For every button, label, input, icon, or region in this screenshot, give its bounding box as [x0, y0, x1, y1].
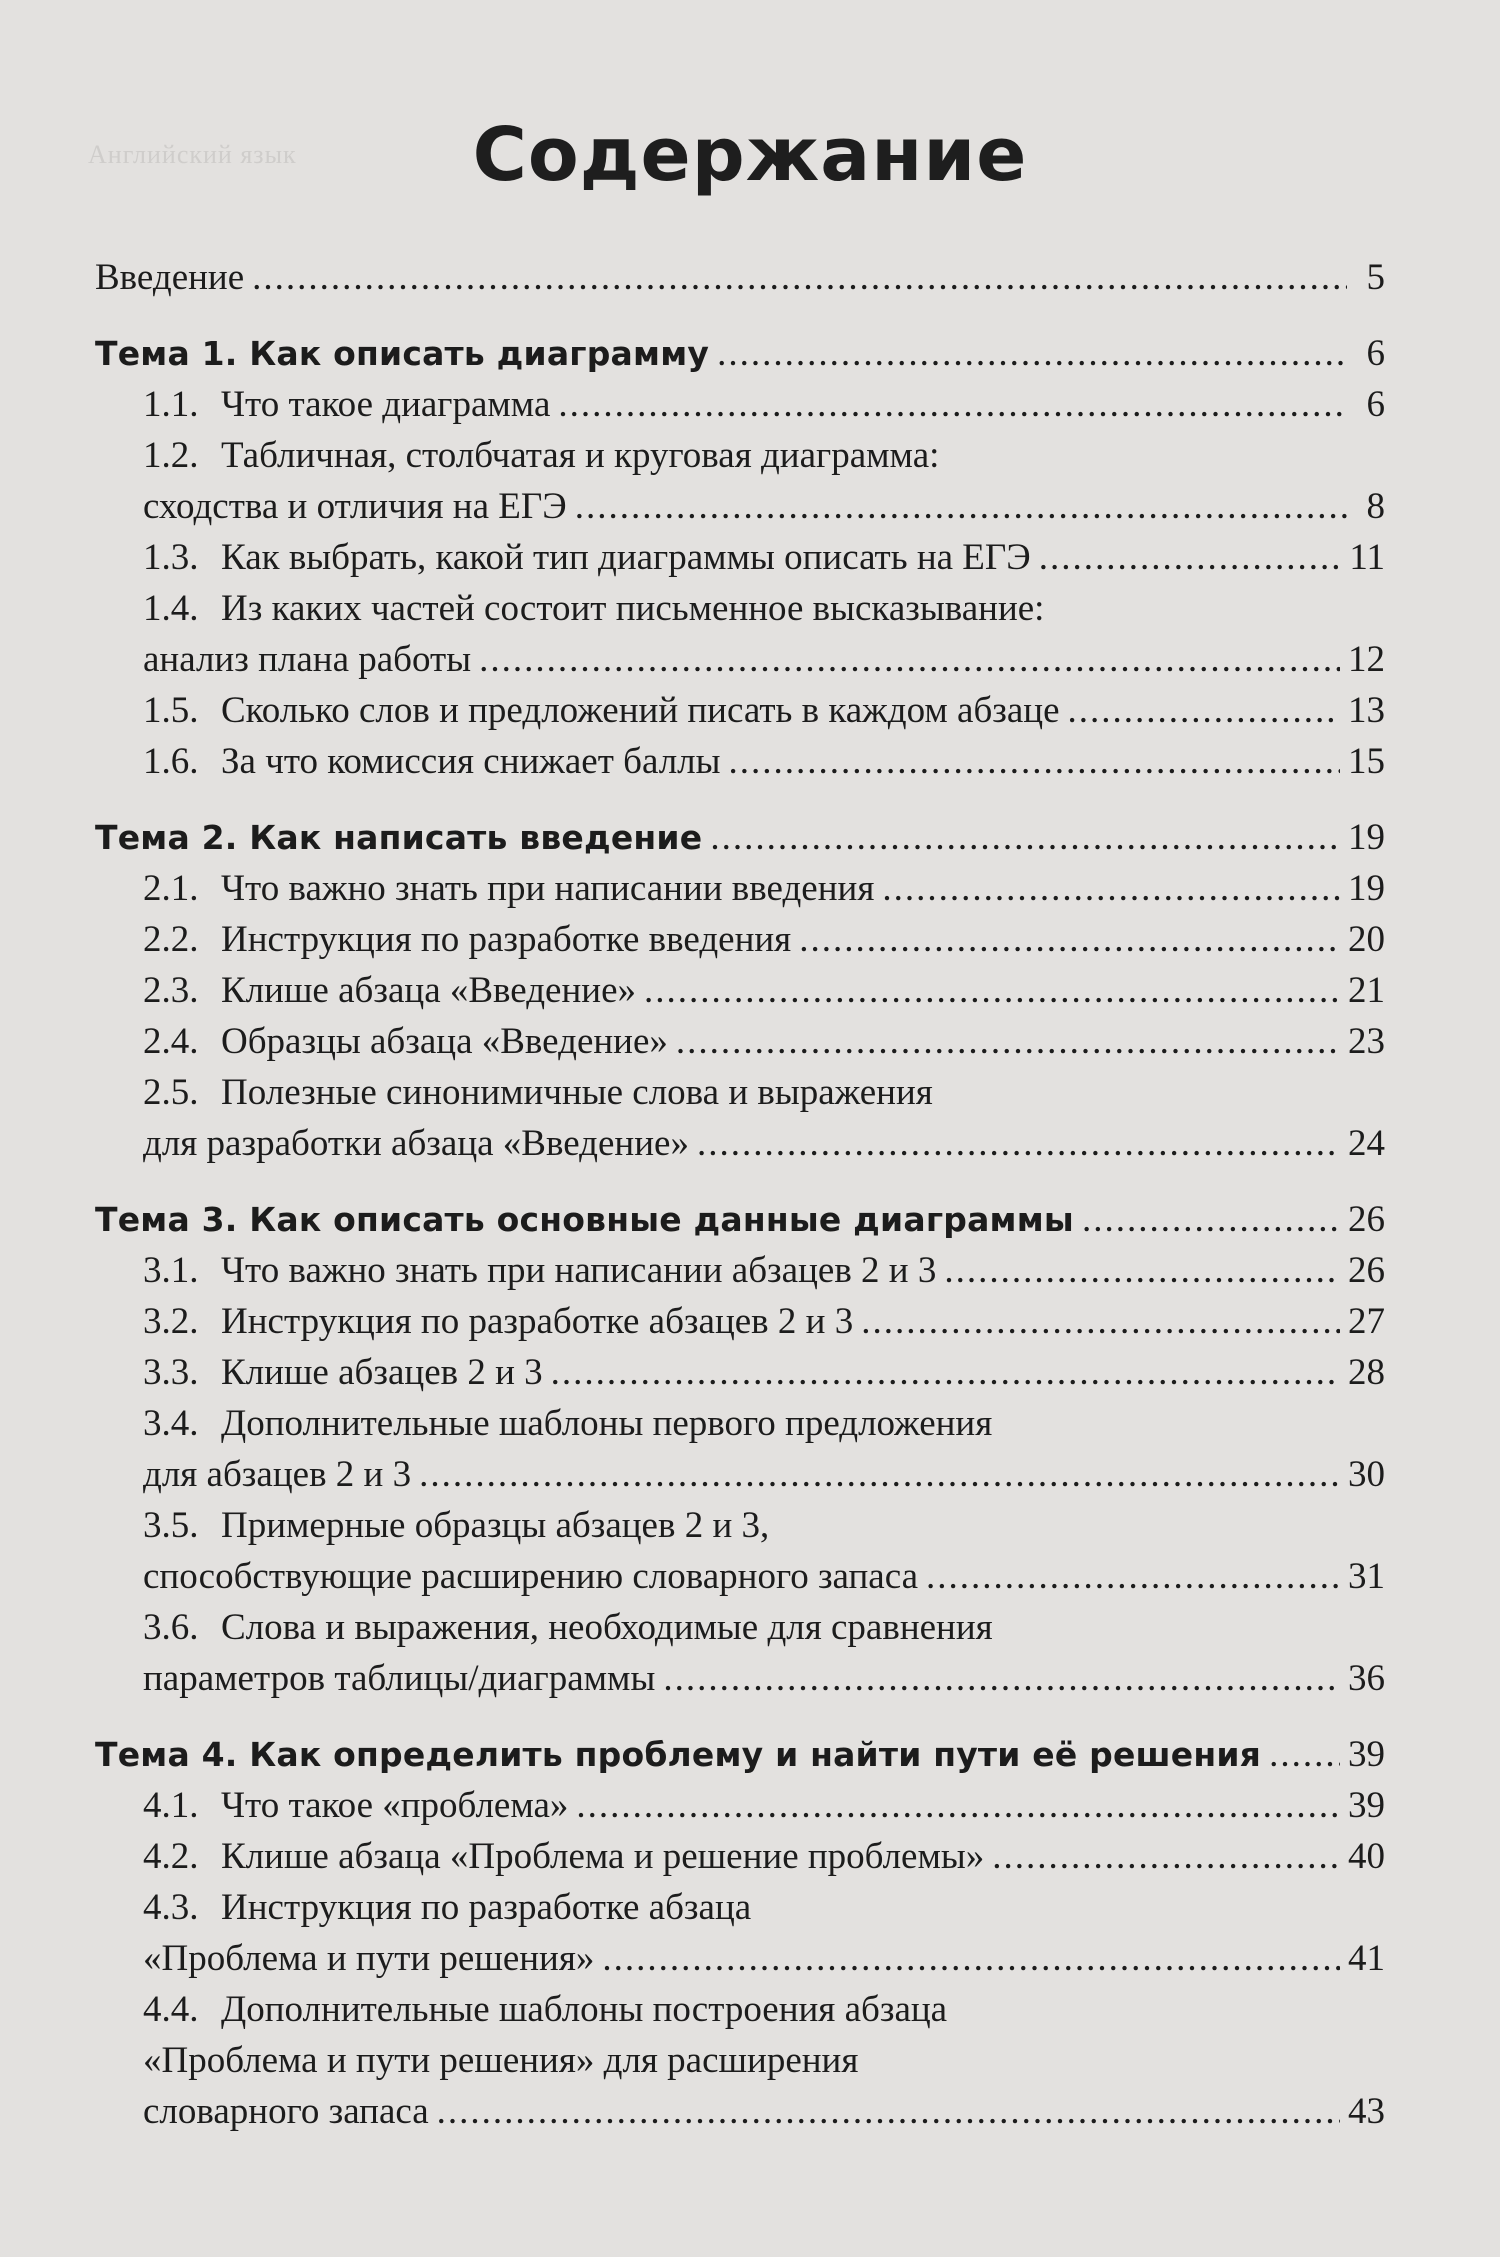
toc-subsection-title: Инструкция по разработке абзацев 2 и 3 [221, 1301, 854, 1342]
toc-subsection-continuation[interactable] [95, 1449, 1385, 1500]
toc-subsection-title: Дополнительные шаблоны построения абзаца [221, 1989, 948, 2030]
toc-subsection-entry[interactable] [95, 379, 1385, 430]
toc-section-number: 3.5. [143, 1505, 199, 1546]
toc-section-number: 4.2. [143, 1836, 199, 1877]
toc-section-number: 1.4. [143, 588, 199, 629]
toc-page-number: 31 [1348, 1556, 1385, 1597]
toc-page-number: 30 [1348, 1454, 1385, 1495]
toc-page-number: 39 [1348, 1734, 1385, 1775]
toc-page-number: 6 [1366, 384, 1385, 425]
toc-page-number: 11 [1349, 537, 1385, 578]
toc-subsection-continuation[interactable] [95, 1551, 1385, 1602]
toc-page-number: 13 [1348, 690, 1385, 731]
toc-page-number: 43 [1348, 2091, 1385, 2132]
toc-subsection-title: Клише абзаца «Проблема и решение проблемы» [221, 1836, 985, 1877]
dot-leader [944, 1245, 1340, 1296]
toc-section-number: 1.6. [143, 741, 199, 782]
dot-leader [558, 379, 1347, 430]
toc-page-number: 20 [1348, 919, 1385, 960]
toc-subsection-title: Что важно знать при написании абзацев 2 и 3 [221, 1250, 937, 1291]
toc-section-number: 3.2. [143, 1301, 199, 1342]
dot-leader [575, 481, 1347, 532]
toc-entry-intro[interactable] [95, 252, 1385, 303]
toc-section-number: 2.3. [143, 970, 199, 1011]
toc-topic-heading[interactable] [95, 1729, 1385, 1780]
toc-page-number: 21 [1348, 970, 1385, 1011]
toc-subsection-continuation[interactable] [95, 1118, 1385, 1169]
toc-section-number: 3.3. [143, 1352, 199, 1393]
toc-topic-group [95, 812, 1385, 1169]
toc-section-number: 1.5. [143, 690, 199, 731]
toc-page-number: 27 [1348, 1301, 1385, 1342]
toc-subsection-title: параметров таблицы/диаграммы [143, 1658, 656, 1699]
toc-subsection-entry[interactable] [95, 914, 1385, 965]
toc-subsection-title: анализ плана работы [143, 639, 472, 680]
toc-topic-group [95, 1729, 1385, 2137]
dot-leader [1068, 685, 1340, 736]
dot-leader [551, 1347, 1340, 1398]
toc-topic-group [95, 328, 1385, 787]
toc-page-number: 28 [1348, 1352, 1385, 1393]
dot-leader [799, 914, 1340, 965]
toc-subsection-entry[interactable] [95, 1831, 1385, 1882]
dot-leader [576, 1780, 1340, 1831]
toc-subsection-title: Инструкция по разработке введения [221, 919, 792, 960]
toc-section-number: 2.5. [143, 1072, 199, 1113]
toc-topic-heading[interactable] [95, 328, 1385, 379]
toc-section-number: 4.4. [143, 1989, 199, 2030]
toc-subsection-title: Сколько слов и предложений писать в каждом абзаце [221, 690, 1060, 731]
dot-leader [728, 736, 1340, 787]
toc-topic-heading[interactable] [95, 1194, 1385, 1245]
toc-page-number: 39 [1348, 1785, 1385, 1826]
toc-topic-heading[interactable] [95, 812, 1385, 863]
toc-page-number: 26 [1348, 1199, 1385, 1240]
toc-subsection-continuation[interactable] [95, 2035, 1385, 2086]
toc-section-number: 3.6. [143, 1607, 199, 1648]
dot-leader [1269, 1729, 1340, 1780]
dot-leader [717, 328, 1347, 379]
table-of-contents [95, 252, 1385, 2162]
toc-subsection-entry[interactable] [95, 1500, 1385, 1551]
toc-section-number: 3.4. [143, 1403, 199, 1444]
toc-subsection-entry[interactable] [95, 583, 1385, 634]
dot-leader [710, 812, 1340, 863]
toc-topic-group [95, 1194, 1385, 1704]
dot-leader [663, 1653, 1340, 1704]
toc-subsection-title: Слова и выражения, необходимые для сравнения [221, 1607, 993, 1648]
toc-subsection-continuation[interactable] [95, 2086, 1385, 2137]
toc-subsection-entry[interactable] [95, 685, 1385, 736]
page-title: Содержание [472, 112, 1028, 198]
toc-page-number: 8 [1366, 486, 1385, 527]
toc-subsection-title: Как выбрать, какой тип диаграммы описать на ЕГЭ [221, 537, 1031, 578]
toc-subsection-entry[interactable] [95, 1984, 1385, 2035]
toc-subsection-entry[interactable] [95, 1067, 1385, 1118]
toc-subsection-title: для разработки абзаца «Введение» [143, 1123, 689, 1164]
toc-topic-title: Тема 4. Как определить проблему и найти пути её решения [95, 1735, 1262, 1774]
toc-subsection-continuation[interactable] [95, 481, 1385, 532]
toc-subsection-entry[interactable] [95, 1602, 1385, 1653]
toc-page-number: 15 [1348, 741, 1385, 782]
toc-subsection-entry[interactable] [95, 1296, 1385, 1347]
toc-subsection-title: Образцы абзаца «Введение» [221, 1021, 668, 1062]
dot-leader [252, 252, 1347, 303]
toc-page-number: 24 [1348, 1123, 1385, 1164]
toc-subsection-title: сходства и отличия на ЕГЭ [143, 486, 567, 527]
toc-subsection-entry[interactable] [95, 430, 1385, 481]
toc-subsection-title: словарного запаса [143, 2091, 429, 2132]
toc-subsection-entry[interactable] [95, 1780, 1385, 1831]
toc-section-number: 1.1. [143, 384, 199, 425]
toc-page-number: 12 [1348, 639, 1385, 680]
toc-subsection-title: Клише абзаца «Введение» [221, 970, 637, 1011]
toc-subsection-continuation[interactable] [95, 1653, 1385, 1704]
toc-subsection-entry[interactable] [95, 1245, 1385, 1296]
toc-subsection-title: способствующие расширению словарного запаса [143, 1556, 919, 1597]
toc-subsection-entry[interactable] [95, 736, 1385, 787]
dot-leader [861, 1296, 1340, 1347]
toc-subsection-title: «Проблема и пути решения» [143, 1938, 595, 1979]
toc-subsection-entry[interactable] [95, 1398, 1385, 1449]
toc-intro-group [95, 252, 1385, 303]
toc-subsection-title: Табличная, столбчатая и круговая диаграмма: [221, 435, 940, 476]
toc-topic-title: Тема 1. Как описать диаграмму [95, 334, 710, 373]
toc-page-number: 23 [1348, 1021, 1385, 1062]
toc-section-number: 1.2. [143, 435, 199, 476]
toc-topic-title: Тема 2. Как написать введение [95, 818, 703, 857]
toc-subsection-title: За что комиссия снижает баллы [221, 741, 721, 782]
toc-subsection-continuation[interactable] [95, 1933, 1385, 1984]
dot-leader [676, 1016, 1340, 1067]
dot-leader [602, 1933, 1340, 1984]
toc-page-number: 41 [1348, 1938, 1385, 1979]
toc-subsection-title: Что такое «проблема» [221, 1785, 569, 1826]
toc-entry-title: Введение [95, 257, 245, 298]
toc-subsection-title: «Проблема и пути решения» для расширения [143, 2040, 859, 2081]
toc-section-number: 2.4. [143, 1021, 199, 1062]
toc-subsection-title: Клише абзацев 2 и 3 [221, 1352, 543, 1393]
toc-subsection-title: Полезные синонимичные слова и выражения [221, 1072, 933, 1113]
toc-subsection-title: Дополнительные шаблоны первого предложения [221, 1403, 993, 1444]
toc-topics [95, 328, 1385, 2137]
toc-page-number: 40 [1348, 1836, 1385, 1877]
toc-subsection-title: Что такое диаграмма [221, 384, 551, 425]
toc-subsection-title: Инструкция по разработке абзаца [221, 1887, 752, 1928]
toc-subsection-entry[interactable] [95, 965, 1385, 1016]
toc-subsection-continuation[interactable] [95, 634, 1385, 685]
dot-leader [644, 965, 1340, 1016]
dot-leader [419, 1449, 1340, 1500]
toc-section-number: 3.1. [143, 1250, 199, 1291]
toc-page-number: 26 [1348, 1250, 1385, 1291]
dot-leader [882, 863, 1340, 914]
toc-subsection-title: для абзацев 2 и 3 [143, 1454, 412, 1495]
dot-leader [437, 2086, 1340, 2137]
toc-page-number: 6 [1366, 333, 1385, 374]
dot-leader [479, 634, 1340, 685]
toc-section-number: 4.3. [143, 1887, 199, 1928]
toc-subsection-entry[interactable] [95, 1347, 1385, 1398]
toc-page-number: 5 [1366, 257, 1385, 298]
dot-leader [1039, 532, 1342, 583]
toc-section-number: 1.3. [143, 537, 199, 578]
dot-leader [1082, 1194, 1340, 1245]
toc-page-number: 19 [1348, 817, 1385, 858]
toc-subsection-entry[interactable] [95, 1882, 1385, 1933]
toc-subsection-title: Из каких частей состоит письменное высказывание: [221, 588, 1045, 629]
faded-running-header: Английский язык [88, 140, 297, 169]
toc-subsection-title: Что важно знать при написании введения [221, 868, 875, 909]
toc-subsection-entry[interactable] [95, 1016, 1385, 1067]
toc-subsection-entry[interactable] [95, 863, 1385, 914]
toc-subsection-entry[interactable] [95, 532, 1385, 583]
toc-subsection-title: Примерные образцы абзацев 2 и 3, [221, 1505, 770, 1546]
dot-leader [697, 1118, 1340, 1169]
dot-leader [992, 1831, 1340, 1882]
toc-page-number: 36 [1348, 1658, 1385, 1699]
toc-section-number: 2.2. [143, 919, 199, 960]
toc-section-number: 4.1. [143, 1785, 199, 1826]
toc-topic-title: Тема 3. Как описать основные данные диаграммы [95, 1200, 1074, 1239]
toc-section-number: 2.1. [143, 868, 199, 909]
toc-page-number: 19 [1348, 868, 1385, 909]
dot-leader [926, 1551, 1340, 1602]
